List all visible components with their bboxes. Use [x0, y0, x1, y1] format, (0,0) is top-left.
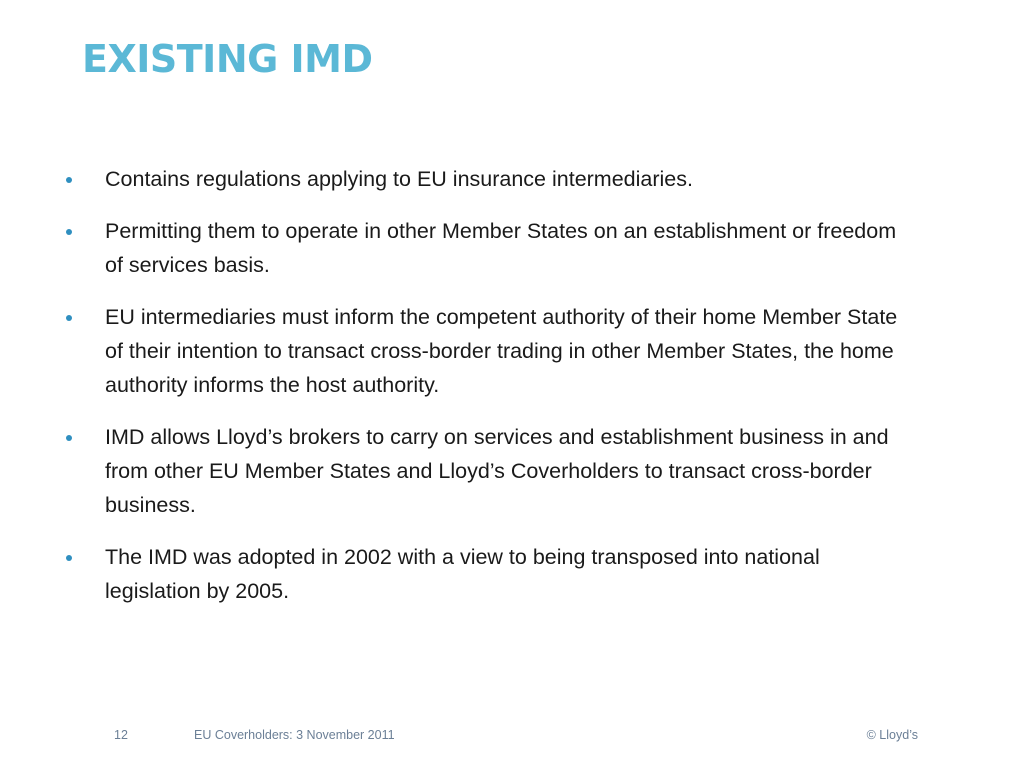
bullet-list — [64, 162, 904, 626]
bullet-dot-icon — [66, 177, 72, 183]
footer-event-text: EU Coverholders: 3 November 2011 — [194, 728, 395, 742]
bullet-text: IMD allows Lloyd’s brokers to carry on services and establishment business in and from other EU Member States and Lloyd’s Coverholders to transact cross-border business. — [105, 425, 889, 517]
page-number: 12 — [114, 728, 128, 742]
bullet-text: Permitting them to operate in other Member States on an establishment or freedom of services basis. — [105, 219, 897, 277]
bullet-dot-icon — [66, 315, 72, 321]
bullet-item — [64, 420, 904, 522]
bullet-item — [64, 300, 904, 402]
copyright-text: © Lloyd’s — [866, 728, 918, 742]
bullet-item — [64, 214, 904, 282]
bullet-item — [64, 540, 904, 608]
bullet-dot-icon — [66, 555, 72, 561]
bullet-dot-icon — [66, 229, 72, 235]
bullet-dot-icon — [66, 435, 72, 441]
bullet-item — [64, 162, 904, 196]
slide-title: EXISTING IMD — [82, 37, 373, 81]
bullet-text: The IMD was adopted in 2002 with a view to being transposed into national legislation by 2005. — [105, 545, 820, 603]
bullet-text: Contains regulations applying to EU insurance intermediaries. — [105, 167, 693, 191]
bullet-text: EU intermediaries must inform the competent authority of their home Member State of their intention to transact cross-border trading in other Member States, the home authority informs the host authority. — [105, 305, 898, 397]
